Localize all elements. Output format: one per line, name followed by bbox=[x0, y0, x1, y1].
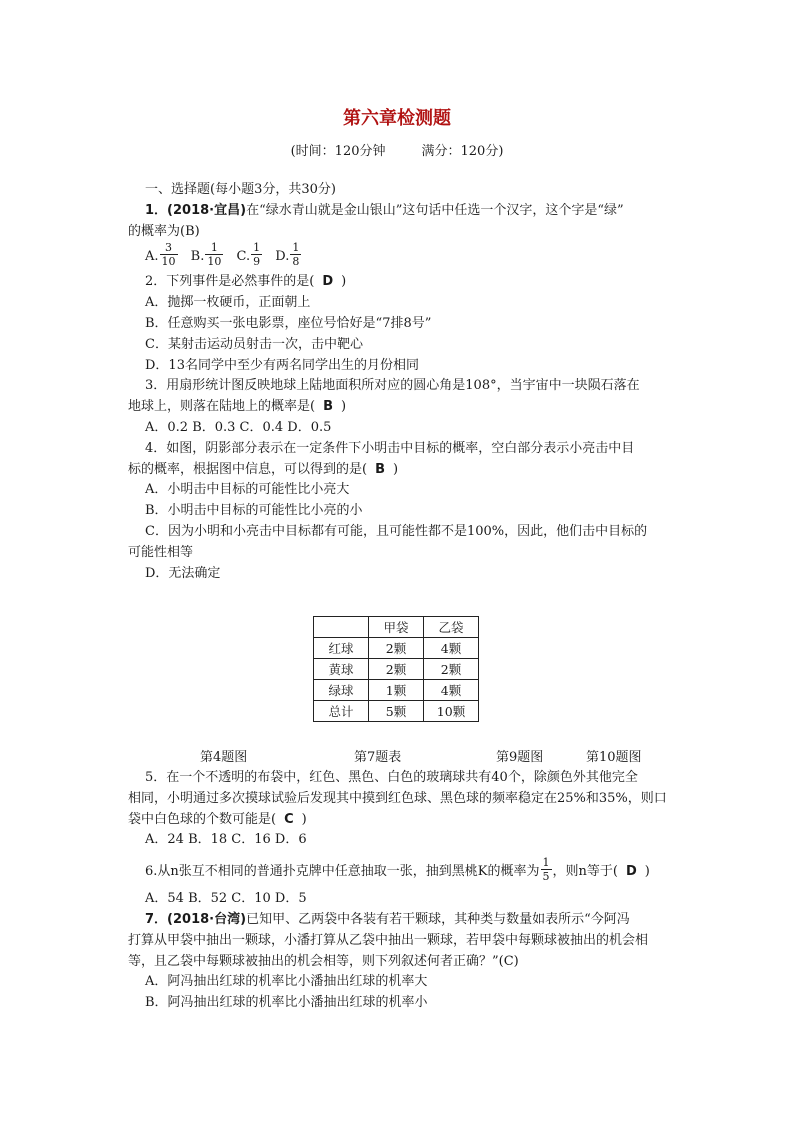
table-row bbox=[314, 638, 479, 659]
option-c: C. $\frac{1}{9}$ bbox=[236, 241, 261, 269]
table-row bbox=[314, 680, 479, 701]
table-header-cell: 乙袋 bbox=[424, 617, 479, 638]
question-5-cont: 相同，小明通过多次摸球试验后发现其中摸到红色球、黑色球的频率稳定在25%和35%，则口 bbox=[128, 790, 667, 806]
question-6: 6.从n张互不相同的普通扑克牌中任意抽取一张，抽到黑桃K的概率为 $\frac{1}{5}$ ，则n等于( D ) bbox=[128, 855, 680, 889]
figure-captions bbox=[0, 746, 794, 766]
table-cell: 绿球 bbox=[314, 680, 369, 701]
table-header-cell: 甲袋 bbox=[369, 617, 424, 638]
ball-count-table bbox=[313, 616, 479, 722]
question-5-answer: C bbox=[284, 811, 294, 827]
question-4-option-b: B．小明击中目标的可能性比小亮的小 bbox=[145, 503, 363, 519]
question-7-source: (2018·台湾) bbox=[167, 911, 247, 927]
table-cell: 红球 bbox=[314, 638, 369, 659]
question-7-number: 7． bbox=[145, 911, 168, 927]
question-2-option-d: D．13名同学中至少有两名同学出生的月份相同 bbox=[145, 357, 419, 373]
question-5: 5．在一个不透明的布袋中，红色、黑色、白色的玻璃球共有40个，除颜色外其他完全 bbox=[145, 770, 638, 785]
table-cell: 4颗 bbox=[424, 680, 479, 701]
caption-table7: 第7题表 bbox=[354, 750, 402, 765]
table-header-cell bbox=[314, 617, 369, 638]
question-7: 7．(2018·台湾)已知甲、乙两袋中各装有若干颗球，其种类与数量如表所示“今阿冯 bbox=[145, 911, 630, 927]
question-5-cont2: 袋中白色球的个数可能是( C ) bbox=[128, 810, 680, 831]
question-1-options bbox=[128, 242, 680, 272]
table-cell: 10颗 bbox=[424, 701, 479, 722]
table-cell: 总计 bbox=[314, 701, 369, 722]
table-cell: 2颗 bbox=[369, 659, 424, 680]
question-4-option-a: A．小明击中目标的可能性比小亮大 bbox=[145, 482, 350, 498]
question-4-answer: B bbox=[375, 461, 385, 477]
option-d: D. $\frac{1}{8}$ bbox=[275, 241, 300, 269]
question-1 bbox=[128, 201, 680, 222]
question-5-options: A．24 B．18 C．16 D．6 bbox=[145, 832, 307, 848]
page-title: 第六章检测题 bbox=[343, 108, 451, 129]
question-4-cont: 标的概率，根据图中信息，可以得到的是( B ) bbox=[128, 460, 680, 481]
table-row bbox=[314, 659, 479, 680]
caption-fig9: 第9题图 bbox=[496, 750, 544, 765]
question-4-option-d: D．无法确定 bbox=[145, 565, 221, 581]
question-1-text: 在“绿水青山就是金山银山”这句话中任选一个汉字，这个字是“绿” bbox=[246, 202, 624, 218]
question-2-option-a: A．抛掷一枚硬币，正面朝上 bbox=[145, 295, 311, 311]
table-cell: 4颗 bbox=[424, 638, 479, 659]
question-4-option-c-cont: 可能性相等 bbox=[128, 544, 194, 560]
question-7-option-b: B．阿冯抽出红球的机率比小潘抽出红球的机率小 bbox=[145, 995, 428, 1011]
section-heading: 一、选择题(每小题3分，共30分) bbox=[145, 182, 336, 197]
question-7-cont2: 等，且乙袋中每颗球被抽出的机会相等，则下列叙述何者正确？”(C) bbox=[128, 953, 519, 969]
question-4-option-c: C．因为小明和小亮击中目标都有可能，且可能性都不是100%，因此，他们击中目标的 bbox=[145, 523, 648, 539]
exam-info bbox=[0, 140, 794, 159]
time-limit: (时间：120分钟 bbox=[290, 144, 386, 159]
option-a: A. $\frac{3}{10}$ bbox=[145, 241, 176, 269]
question-6-fraction: $\frac{1}{5}$ bbox=[542, 856, 550, 884]
table-header-row bbox=[314, 617, 479, 638]
question-3: 3．用扇形统计图反映地球上陆地面积所对应的圆心角是108°，当宇宙中一块陨石落在 bbox=[145, 378, 640, 394]
table-cell: 2颗 bbox=[424, 659, 479, 680]
questions-part-1 bbox=[128, 180, 680, 584]
caption-fig10: 第10题图 bbox=[586, 750, 642, 765]
question-6-options: A．54 B．52 C．10 D．5 bbox=[145, 891, 307, 907]
question-3-options: A．0.2 B．0.3 C．0.4 D．0.5 bbox=[145, 419, 332, 435]
question-4: 4．如图，阴影部分表示在一定条件下小明击中目标的概率，空白部分表示小亮击中目 bbox=[145, 440, 635, 456]
question-6-answer: D bbox=[625, 864, 637, 880]
question-1-source: (2018·宜昌) bbox=[167, 202, 247, 218]
question-3-cont: 地球上，则落在陆地上的概率是( B ) bbox=[128, 397, 680, 418]
question-1-number: 1． bbox=[145, 202, 168, 218]
question-7-table bbox=[313, 616, 479, 722]
table-cell: 2颗 bbox=[369, 638, 424, 659]
table-cell: 5颗 bbox=[369, 701, 424, 722]
question-2-option-b: B．任意购买一张电影票，座位号恰好是“7排8号” bbox=[145, 315, 432, 331]
question-2-answer: D bbox=[322, 274, 334, 290]
question-3-answer: B bbox=[323, 399, 333, 415]
full-score: 满分：120分) bbox=[421, 144, 504, 159]
table-row bbox=[314, 701, 479, 722]
question-2-option-c: C．某射击运动员射击一次，击中靶心 bbox=[145, 336, 363, 352]
question-7-option-a: A．阿冯抽出红球的机率比小潘抽出红球的机率大 bbox=[145, 974, 428, 990]
table-cell: 黄球 bbox=[314, 659, 369, 680]
questions-part-2 bbox=[128, 768, 680, 1014]
table-cell: 1颗 bbox=[369, 680, 424, 701]
option-b: B. $\frac{1}{10}$ bbox=[190, 241, 222, 269]
question-2: 2．下列事件是必然事件的是( D ) bbox=[128, 272, 680, 293]
question-1-text-cont: 的概率为(B) bbox=[128, 223, 200, 239]
question-7-cont: 打算从甲袋中抽出一颗球，小潘打算从乙袋中抽出一颗球，若甲袋中每颗球被抽出的机会相 bbox=[128, 932, 649, 948]
caption-fig4: 第4题图 bbox=[200, 750, 248, 765]
